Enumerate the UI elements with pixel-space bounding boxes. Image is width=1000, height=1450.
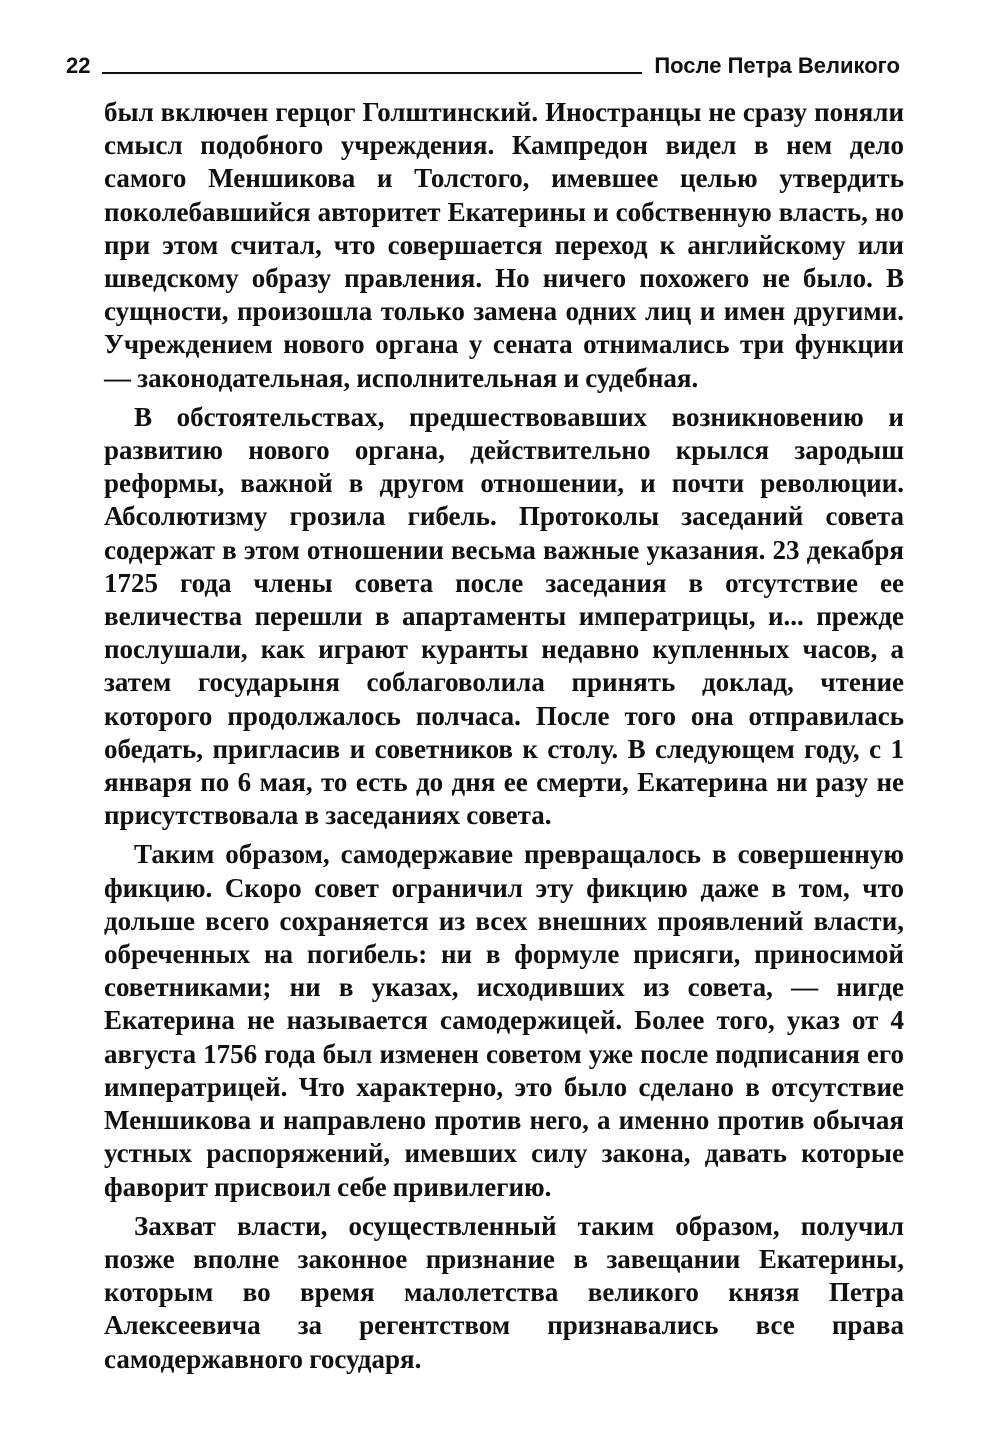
running-title: После Петра Великого [654, 53, 900, 78]
paragraph: Захват власти, осуществленный таким образом, получил позже вполне законное признание в завещании Екатерины, которым во время малолетства великого князя Петра Алексеевича за регентством признавались все права самодержавного государя. [104, 1210, 904, 1374]
page-number: 22 [66, 53, 91, 78]
paragraph-continuation: был включен герцог Голштинский. Иностранцы не сразу поняли смысл подобного учреждения. Кампредон видел в нем дело самого Меншикова и Толстого, имевшее целью утвердить поколебавшийся авторитет Екатерины и собственную власть, но при этом считал, что совершается переход к английскому или шведскому образу правления. Но ничего похожего не было. В сущности, произошла только замена одних лиц и имен другими. Учреждением нового органа у сената отнимались три функции — законодательная, исполнительная и судебная. [104, 97, 904, 393]
running-head [66, 44, 900, 78]
paragraph: Таким образом, самодержавие превращалось в совершенную фикцию. Скоро совет ограничил эту фикцию даже в том, что дольше всего сохраняется из всех внешних проявлений власти, обреченных на погибель: ни в формуле присяги, приносимой советниками; ни в указах, исходивших из совета, — нигде Екатерина не называется самодержицей. Более того, указ от 4 августа 1756 года был изменен советом уже после подписания его императрицей. Что характерно, это было сделано в отсутствие Меншикова и направлено против него, а именно против обычая устных распоряжений, имевших силу закона, давать которые фаворит присвоил себе привилегию. [104, 839, 904, 1202]
paragraph: В обстоятельствах, предшествовавших возникновению и развитию нового органа, действительно крылся зародыш реформы, важной в другом отношении, и почти революции. Абсолютизму грозила гибель. Протоколы заседаний совета содержат в этом отношении весьма важные указания. 23 декабря 1725 года члены совета после заседания в отсутствие ее величества перешли в апартаменты императрицы, и... прежде послушали, как играют куранты недавно купленных часов, а затем государыня соблаговолила принять доклад, чтение которого продолжалось полчаса. После того она отправилась обедать, пригласив и советников к столу. В следующем году, с 1 января по 6 мая, то есть до дня ее смерти, Екатерина ни разу не присутствовала в заседаниях совета. [104, 401, 904, 831]
header-rule [102, 72, 642, 74]
body-text [104, 96, 904, 1382]
